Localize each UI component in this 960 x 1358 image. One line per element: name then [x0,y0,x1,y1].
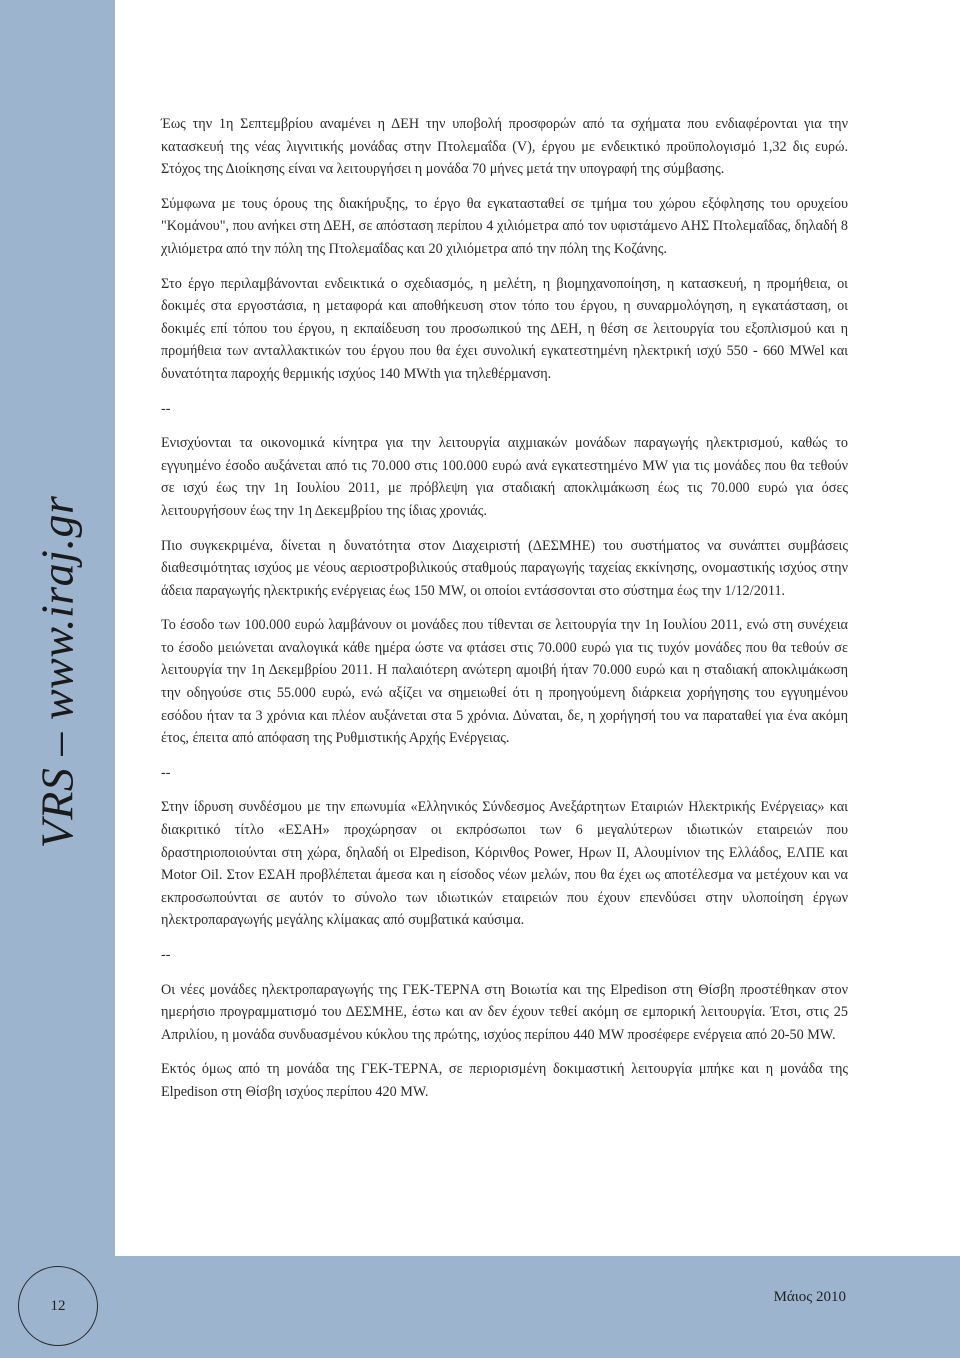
issue-date: Μάιος 2010 [773,1289,846,1305]
page-number: 12 [50,1297,66,1314]
separator: -- [161,764,171,781]
page-number-badge [18,1266,98,1346]
separator: -- [161,947,171,963]
paragraph-1: Έως την 1η Σεπτεμβρίου αναμένει η ΔΕΗ την υποβολή προσφορών από τα σχήματα που ενδιαφέρονται για την κατασκευή της νέας λιγνιτικής μονάδας στην Πτολεμαΐδα (V), έργου με ενδεικτικό προϋπολογισμό 1,32 δις ευρώ. Στόχος της Διοίκησης είναι να λειτουργήσει η μονάδα 70 μήνες μετά την υπογραφή της σύμβασης. [161,116,848,178]
paragraph-6: Το έσοδο των 100.000 ευρώ λαμβάνουν οι μονάδες που τίθενται σε λειτουργία την 1η Ιουλίου 2011, ενώ στη συνέχεια το έσοδο μειώνεται αναλογικά κάθε ημέρα ώστε να φτάσει στις 70.000 ευρώ για τις τυχόν μονάδες που θα τεθούν σε λειτουργία την 1η Δεκεμβρίου 2011. Η παλαιότερη ανώτερη αμοιβή ήταν 70.000 ευρώ και η σταδιακή αποκλιμάκωση την οδηγούσε στις 55.000 ευρώ, ενώ αξίζει να σημειωθεί ότι η προηγούμενη διάρκεια χορήγησης του εγγυημένου εσόδου ήταν τα 3 χρόνια και πλέον αυξάνεται στα 5 χρόνια. Δύναται, δε, η χορήγησή του να παραταθεί για ένα ακόμη έτος, έπειτα από απόφαση της Ρυθμιστικής Αρχής Ενέργειας. [161,617,848,747]
paragraph-3: Στο έργο περιλαμβάνονται ενδεικτικά ο σχεδιασμός, η μελέτη, η βιομηχανοποίηση, η κατασκευή, η προμήθεια, οι δοκιμές στα εργοστάσια, η μεταφορά και αποθήκευση στον τόπο του έργου, η συναρμολόγηση, η εγκατάσταση, οι δοκιμές επί τόπου του έργου, η εκπαίδευση του προσωπικού της ΔΕΗ, η θέση σε λειτουργία του εξοπλισμού και η προμήθεια των ανταλλακτικών του έργου που θα έχει συνολική εγκατεστημένη ηλεκτρική ισχύ 550 - 660 MWel και δυνατότητα παροχής θερμικής ισχύος 140 MWth για τηλεθέρμανση. [161,275,848,382]
sidebar-strip [0,0,115,1358]
article-content [161,113,848,1116]
paragraph-7: Στην ίδρυση συνδέσμου με την επωνυμία «Ελληνικός Σύνδεσμος Ανεξάρτητων Εταιριών Ηλεκτρικής Ενέργειας» και διακριτικό τίτλο «ΕΣΑΗ» προχώρησαν οι εκπρόσωποι των 6 μεγαλύτερων ιδιωτικών εταιρειών που δραστηριοποιούνται στη χώρα, δηλαδή οι Elpedison, Κόρινθος Power, Ηρων ΙΙ, Αλουμίνιον της Ελλάδος, ΕΛΠΕ και Motor Oil. Στον ΕΣΑΗ προβλέπεται άμεσα και η είσοδος νέων μελών, που θα έχει ως αποτέλεσμα να μετέχουν και να εκπροσωπούνται σε αυτόν το σύνολο των ιδιωτικών εταιρειών που έχουν επενδύσει στην υλοποίηση έργων ηλεκτροπαραγωγής μεγάλης κλίμακας από συμβατικά καύσιμα. [161,799,848,929]
brand-text: VRS – www.iraj.gr [31,495,83,849]
paragraph-8: Οι νέες μονάδες ηλεκτροπαραγωγής της ΓΕΚ-ΤΕΡΝΑ στη Βοιωτία και της Elpedison στη Θίσβη προστέθηκαν στον ημερήσιο προγραμματισμό του ΔΕΣΜΗΕ, έστω και αν δεν έχουν τεθεί ακόμη σε εμπορική λειτουργία. Έτσι, στις 25 Απριλίου, η μονάδα συνδυασμένου κύκλου της πρώτης, ισχύος περίπου 440 MW προσέφερε ενέργεια από 20-50 MW. [161,981,848,1043]
page-body [115,0,960,1256]
paragraph-9: Εκτός όμως από τη μονάδα της ΓΕΚ-ΤΕΡΝΑ, σε περιορισμένη δοκιμαστική λειτουργία μπήκε και η μονάδα της Elpedison στη Θίσβη ισχύος περίπου 420 MW. [161,1061,848,1100]
separator: -- [161,400,171,417]
page-footer [0,1256,960,1358]
paragraph-4: Ενισχύονται τα οικονομικά κίνητρα για την λειτουργία αιχμιακών μονάδων παραγωγής ηλεκτρισμού, καθώς το εγγυημένο έσοδο αυξάνεται από τις 70.000 στις 100.000 ευρώ ανά εγκατεστημένο MW για τις μονάδες που θα τεθούν σε ισχύ έως την 1η Ιουλίου 2011, με πρόβλεψη για σταδιακή αποκλιμάκωση έως τις 70.000 ευρώ για όσες λειτουργήσουν έως την 1η Δεκεμβρίου της ίδιας χρονιάς. [161,435,848,519]
paragraph-5: Πιο συγκεκριμένα, δίνεται η δυνατότητα στον Διαχειριστή (ΔΕΣΜΗΕ) του συστήματος να συνάπτει συμβάσεις διαθεσιμότητας ισχύος με νέους αεριοστροβιλικούς σταθμούς παραγωγής ταχείας εκκίνησης, ονομαστικής ισχύος στην άδεια παραγωγής ηλεκτρικής ενέργειας έως 150 MW, οι οποίοι εντάσσονται στο σύστημα έως την 1/12/2011. [161,537,848,599]
paragraph-2: Σύμφωνα με τους όρους της διακήρυξης, το έργο θα εγκατασταθεί σε τμήμα του χώρου εξόφλησης του ορυχείου "Κομάνου", που ανήκει στη ΔΕΗ, σε απόσταση περίπου 4 χιλιόμετρα από τον υφιστάμενο ΑΗΣ Πτολεμαΐδας, δηλαδή 8 χιλιόμετρα από την πόλη της Πτολεμαΐδας και 20 χιλιόμετρα από την πόλη της Κοζάνης. [161,195,848,257]
